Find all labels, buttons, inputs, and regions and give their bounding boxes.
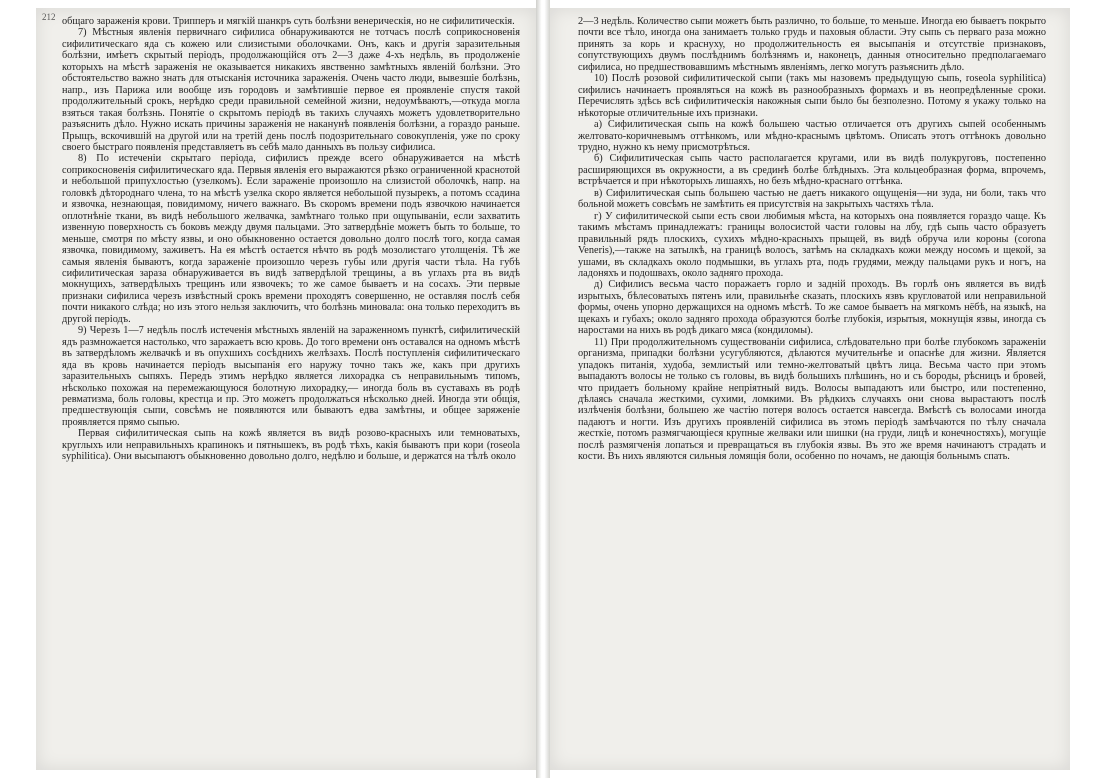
paragraph: 9) Черезъ 1—7 недѣль послѣ истеченія мѣстныхъ явленій на зараженномъ пунктѣ, сифилитическій ядъ размножается настолько, что заражаетъ всю кровь. До того времени онъ оставался на одномъ мѣстѣ въ затвердѣломъ желвачкѣ и въ опухшихъ сосѣднихъ желѣзахъ. Послѣ поступленія сифилитическаго яда въ кровь начинается періодъ высыпанія его наружу точно такъ же, какъ при другихъ заразительныхъ сыпяхъ. Передъ этимъ нерѣдко является лихорадка съ неправильнымъ типомъ, нѣсколько похожая на перемежающуюся болотную лихорадку,— иногда боль въ суставахъ въ родѣ ревматизма, боль головы, крестца и пр. Это можетъ продолжаться нѣсколько дней. Иногда эти общія, предшествующія сыпи, совсѣмъ не появляются или бываютъ едва замѣтны, и общее заряженіе проявляется прямо сыпью. bbox=[62, 325, 520, 428]
book-gutter bbox=[536, 0, 550, 778]
right-page-text bbox=[578, 16, 1046, 764]
left-page bbox=[36, 8, 536, 770]
paragraph: в) Сифилитическая сыпь большею частью не даетъ никакого ощущенія—ни зуда, ни боли, такъ что больной можетъ совсѣмъ не замѣтить ея присутствія на закрытыхъ частяхъ тѣла. bbox=[578, 187, 1046, 211]
page-number: 212 bbox=[42, 12, 56, 22]
right-page bbox=[550, 8, 1070, 770]
left-page-text bbox=[62, 16, 520, 764]
paragraph: 10) Послѣ розовой сифилитической сыпи (такъ мы назовемъ предыдущую сыпь, roseola syphilitica) сифилисъ начинаетъ проявляться на кожѣ въ разнообразныхъ формахъ и въ неопредѣленные сроки. Перечислять здѣсь всѣ сифилитическія накожныя сыпи было бы безполезно. Потому я укажу только на нѣкоторые отличительные ихъ признаки. bbox=[578, 73, 1046, 119]
paragraph: 2—3 недѣль. Количество сыпи можетъ быть различно, то больше, то меньше. Иногда ею бываетъ покрыто почти все тѣло, иногда она занимаетъ только грудь и паховыя области. Эту сыпь съ перваго раза можно принять за корь и краснуху, но продолжительность ея высыпанія и отсутствіе признаковъ, сопутствующихъ двумъ послѣднимъ болѣзнямъ и, наконецъ, данныя относительно предполагаемаго сифилиса, но предшествовавшимъ мѣстнымъ явленіямъ, легко могутъ разъяснить дѣло. bbox=[578, 16, 1046, 73]
paragraph: г) У сифилитической сыпи есть свои любимыя мѣста, на которыхъ она появляется гораздо чаще. Къ такимъ мѣстамъ принадлежатъ: границы волосистой части головы на лбу, гдѣ сыпь часто образуетъ правильный рядъ плоскихъ, сухихъ мѣдно-красныхъ прыщей, въ видѣ обруча или короны (corona Veneris),—также на затылкѣ, на границѣ волосъ, затѣмъ на складкахъ кожи между носомъ и щекой, за ушами, въ складкахъ около подмышки, въ углахъ рта, подъ грудями, между пальцами рукъ и ногъ, на ладоняхъ и подошвахъ, около задняго прохода. bbox=[578, 210, 1046, 279]
paragraph: 7) Мѣстныя явленія первичнаго сифилиса обнаруживаются не тотчасъ послѣ соприкосновенія сифилитическаго яда съ кожею или слизистыми оболочками. Онъ, какъ и другія заразительныя болѣзни, имѣетъ скрытый періодъ, продолжающійся отъ 2—3 даже 4-хъ недѣль, въ продолженіе которыхъ на мѣстѣ зараженія не оказывается никакихъ явственно замѣтныхъ явленій болѣзни. Это обстоятельство важно знать для отысканія источника зараженія. Очень часто люди, вывезшіе болѣзнь, напр., изъ Парижа или вообще изъ городовъ и замѣтившіе первое ея проявленіе спустя такой продолжительный срокъ, нерѣдко среди правильной семейной жизни, недоумѣваютъ,—откуда могла взяться такая болѣзнь. Понятіе о скрытомъ періодѣ въ такихъ случаяхъ можетъ удовлетворительно разъяснить дѣло. Нужно искать причины зараженія не наканунѣ появленія болѣзни, а гораздо раньше. Прыщъ, вскочившій на другой или на третій день послѣ подозрительнаго совокупленія, уже по сроку своего быстраго появленія представляетъ въ себѣ мало данныхъ въ пользу сифилиса. bbox=[62, 27, 520, 153]
paragraph: д) Сифилисъ весьма часто поражаетъ горло и задній проходъ. Въ горлѣ онъ является въ видѣ изрытыхъ, бѣлесоватыхъ пятенъ или, правильнѣе сказать, плоскихъ язвъ кругловатой или неправильной формы, очень упорно держащихся на одномъ мѣстѣ. То же самое бываетъ на мягкомъ нёбѣ, на языкѣ, на щекахъ и губахъ; около задняго прохода образуются болѣе глубокія, изрытыя, мокнущія язвы, иногда съ наростами на нихъ въ родѣ дикаго мяса (кондиломы). bbox=[578, 279, 1046, 337]
paragraph: 8) По истеченіи скрытаго періода, сифилисъ прежде всего обнаруживается на мѣстѣ соприкосновенія сифилитическаго яда. Первыя явленія его выражаются рѣзко ограниченной краснотой и небольшой припухлостью (узелкомъ). Если зараженіе произошло на слизистой оболочкѣ, напр. на головкѣ дѣтороднаго члена, то на мѣстѣ узелка скоро является небольшой пузырекъ, а потомъ ссадина и язвочка, незнающая, повидимому, ничего важнаго. Въ скоромъ времени подъ язвочкою начинается оплотнѣніе ткани, въ видѣ небольшого желвачка, замѣтнаго только при ощупываніи, если захватить извенную поверхность съ боковъ между двумя пальцами. Это затвердѣніе можетъ быть то больше, то меньше, смотря по мѣсту язвы, и оно обыкновенно остается довольно долго послѣ того, когда самая язвочка, повидимому, заживетъ. На ея мѣстѣ остается нѣчто въ родѣ мозолистаго утолщенія. Тѣ же самыя явленія бываютъ, когда зараженіе произошло черезъ губы или другія части тѣла. На губѣ сифилитическая зараза обнаруживается въ видѣ затвердѣлой трещины, а въ углахъ рта въ видѣ мокнущихъ, затвердѣлыхъ трещинъ или язвочекъ; то же самое бываетъ и на сосахъ. Эти первые признаки сифилиса черезъ извѣстный срокъ времени проходятъ совершенно, не оставляя послѣ себя почти никакого слѣда; но изъ этого нельзя заключить, что болѣзнь миновала: она только переходитъ въ другой періодъ. bbox=[62, 153, 520, 325]
paragraph: 11) При продолжительномъ существованіи сифилиса, слѣдовательно при болѣе глубокомъ зараженіи организма, припадки болѣзни усугубляются, дѣлаются мучительнѣе и опаснѣе для жизни. Является упадокъ питанія, худоба, землистый или темно-желтоватый цвѣтъ лица. Весьма часто при этомъ выпадаютъ волосы не только съ головы, въ видѣ большихъ плѣшинъ, но и съ бороды, рѣсницъ и бровей, что придаетъ больному крайне непріятный видъ. Волосы выпадаютъ или быстро, или постепенно, дѣлаясь сначала жесткими, сухими, ломкими. Въ рѣдкихъ случаяхъ они снова вырастаютъ послѣ излѣченія болѣзни, большею же частію потеря волосъ остается навсегда. Вмѣстѣ съ волосами иногда падаютъ и ногти. Изъ другихъ проявленій сифилиса въ этомъ періодѣ замѣчаются по тѣлу сначала жесткіе, потомъ размягчающіеся крупные желваки или шишки (на груди, лицѣ и конечностяхъ), могущіе послѣ размягченія лопаться и превращаться въ глубокія язвы. Въ это же время начинаютъ страдать и кости. Въ нихъ являются сильныя ломящія боли, особенно по ночамъ, не дающія больнымъ спать. bbox=[578, 336, 1046, 463]
paragraph: общаго зараженія крови. Трипперъ и мягкій шанкръ суть болѣзни венерическія, но не сифилитическія. bbox=[62, 16, 515, 27]
paragraph: б) Сифилитическая сыпь часто располагается кругами, или въ видѣ полукруговъ, постепенно расширяющихся въ окружности, а въ срединѣ болѣе блѣдныхъ. Эта кольцеобразная форма, впрочемъ, встрѣчается и при нѣкоторыхъ лишаяхъ, но безъ мѣдно-краснаго оттѣнка. bbox=[578, 153, 1046, 188]
paragraph: а) Сифилитическая сыпь на кожѣ большею частью отличается отъ другихъ сыпей особеннымъ желтовато-коричневымъ оттѣнкомъ, или мѣдно-краснымъ цвѣтомъ. Описать этотъ оттѣнокъ довольно трудно, нужно къ нему присмотрѣться. bbox=[578, 119, 1046, 153]
paragraph: Первая сифилитическая сыпь на кожѣ является въ видѣ розово-красныхъ или темноватыхъ, круглыхъ или неправильныхъ крапинокъ и пятнышекъ, въ родѣ тѣхъ, какія бываютъ при кори (roseola syphilitica). Они высыпаютъ обыкновенно довольно долго, недѣлю и больше, и держатся на тѣлѣ около bbox=[62, 428, 520, 463]
